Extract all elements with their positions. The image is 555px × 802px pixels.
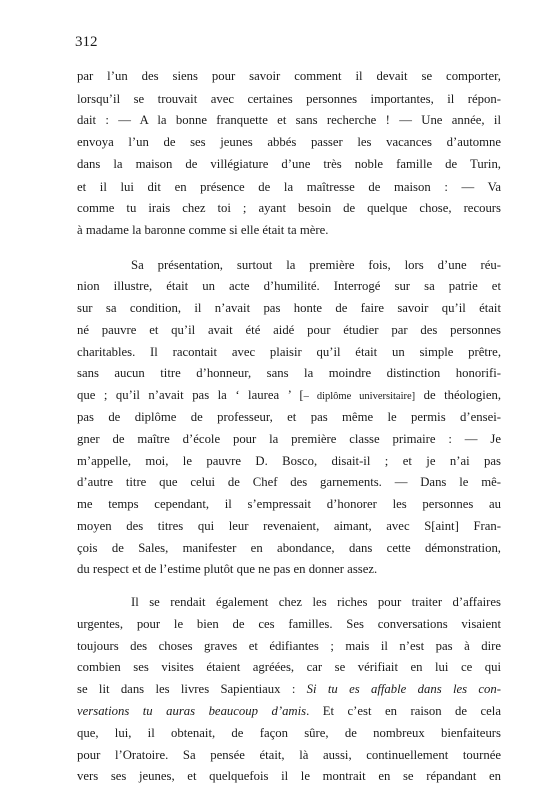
paragraph-1-line: lorsqu’il se trouvait avec certaines personnes importantes, il répon-: [77, 91, 501, 106]
paragraph-3-line-with-quote: [77, 703, 501, 720]
paragraph-2-line: moyen des titres qui leur revenaient, aimant, avec S[aint] Fran-: [77, 518, 501, 533]
paragraph-3-line: combien ses visites étaient agréées, car se vérifiait en lui ce qui: [77, 660, 501, 675]
paragraph-1-line: envoya l’un de ses jeunes abbés passer les vacances d’automne: [77, 135, 501, 150]
line-text: que ; qu’il n’avait pas la ‘ laurea ’ [: [77, 388, 304, 403]
line-text: se lit dans les livres Sapientiaux :: [77, 682, 307, 697]
scripture-quote: Si tu es affable dans les con-: [306, 682, 502, 697]
paragraph-2-line: çois de Sales, manifester en abondance, dans cette démonstration,: [77, 540, 501, 555]
scripture-quote: versations tu auras beaucoup d’amis: [77, 703, 307, 718]
paragraph-1-line: dait : — A la bonne franquette et sans recherche ! — Une année, il: [77, 113, 501, 128]
paragraph-2-line: d’autre titre que celui de Chef des garnements. — Dans le mê-: [77, 475, 501, 490]
paragraph-2-line: gner de maître d’école pour la première classe primaire : — Je: [77, 431, 501, 446]
paragraph-3-line: pour l’Oratoire. Sa pensée était, là aussi, continuellement tournée: [77, 747, 501, 762]
paragraph-2-line: me temps cependant, il s’empressait d’honorer les personnes au: [77, 497, 501, 511]
paragraph-2-line: charitables. Il racontait avec plaisir qu’il était un simple prêtre,: [77, 344, 501, 359]
paragraph-3-line: Il se rendait également chez les riches pour traiter d’affaires: [131, 595, 501, 609]
paragraph-2-line: né pauvre et qu’il avait été aidé pour étudier par des personnes: [77, 322, 501, 337]
paragraph-2-line: nion illustre, était un acte d’humilité. Interrogé sur sa patrie et: [77, 279, 501, 294]
paragraph-1-line: par l’un des siens pour savoir comment il devait se comporter,: [77, 69, 501, 83]
paragraph-3-line: toujours des choses graves et édifiantes ; mais il n’est pas à dire: [77, 638, 501, 653]
paragraph-1-line: comme tu irais chez toi ; ayant besoin de quelque chose, recours: [77, 201, 501, 216]
paragraph-2-line: du respect et de l’estime plutôt que ne pas en donner assez.: [77, 562, 378, 577]
paragraph-3-line: urgentes, pour le bien de ces familles. Ses conversations visaient: [77, 616, 501, 631]
paragraph-2-line-with-note: [77, 387, 501, 406]
paragraph-3-line: que, lui, il obtenait, de façon sûre, de nombreux bienfaiteurs: [77, 725, 501, 740]
paragraph-1-line: dans la maison de villégiature d’une très noble famille de Turin,: [77, 156, 501, 171]
page-number: 312: [75, 34, 98, 50]
line-text: de théologien,: [415, 388, 501, 403]
line-text: . Et c’est en raison de cela: [306, 703, 501, 718]
paragraph-1-line: à madame la baronne comme si elle était ta mère.: [77, 223, 329, 238]
paragraph-3-line-with-quote: [77, 681, 501, 698]
paragraph-2-line: sur sa condition, il n’avait pas honte de faire savoir qu’il était: [77, 301, 501, 315]
paragraph-2-line: m’appelle, moi, le pauvre D. Bosco, disait-il ; et je n’ai pas: [77, 453, 501, 468]
paragraph-2-line: Sa présentation, surtout la première fois, lors d’une réu-: [131, 257, 501, 272]
paragraph-2-line: pas de diplôme de professeur, et pas même le permis d’ensei-: [77, 409, 501, 424]
editorial-note: – diplôme universitaire]: [303, 391, 416, 403]
paragraph-2-line: sans aucun titre d’honneur, sans la moindre distinction honorifi-: [77, 366, 501, 381]
paragraph-1-line: et il lui dit en présence de la maîtresse de maison : — Va: [77, 179, 501, 194]
paragraph-3-line: vers ses jeunes, et quelquefois il le montrait en se répandant en: [77, 769, 501, 784]
